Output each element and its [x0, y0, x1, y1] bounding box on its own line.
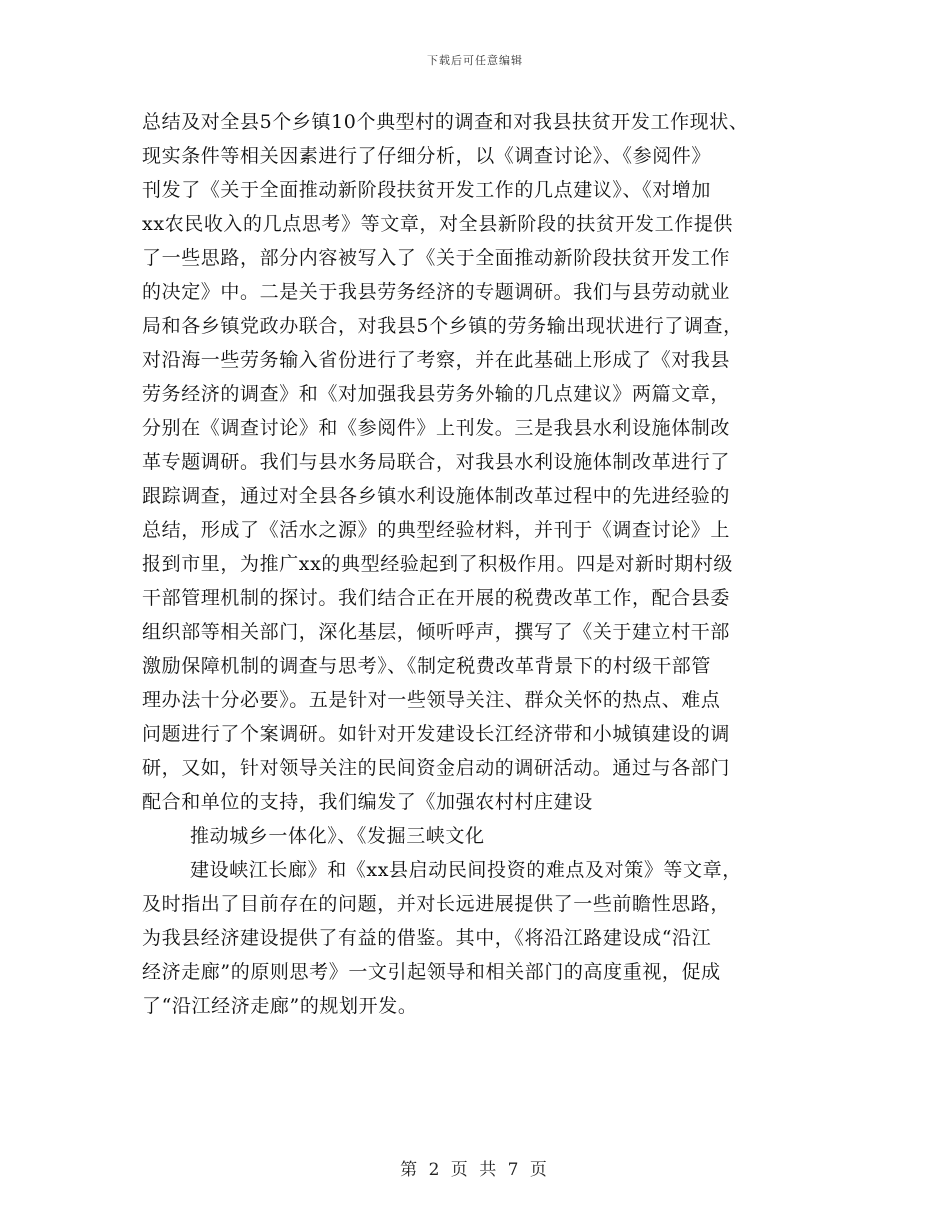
text-line: 的决定》中。二是关于我县劳务经济的专题调研。我们与县劳动就业 [142, 281, 731, 303]
document-body [142, 105, 822, 1023]
text-line: 问题进行了个案调研。如针对开发建设长江经济带和小城镇建设的调 [142, 723, 731, 745]
text-line: 了一些思路，部分内容被写入了《关于全面推动新阶段扶贫开发工作 [142, 247, 731, 269]
text-line: 干部管理机制的探讨。我们结合正在开展的税费改革工作，配合县委 [142, 587, 731, 609]
text-line: 组织部等相关部门，深化基层，倾听呼声，撰写了《关于建立村干部 [142, 621, 731, 643]
text-line: 刊发了《关于全面推动新阶段扶贫开发工作的几点建议》、《对增加 [142, 179, 712, 201]
text-line: 激励保障机制的调查与思考》、《制定税费改革背景下的村级干部管 [142, 655, 712, 677]
text-line: 劳务经济的调查》和《对加强我县劳务外输的几点建议》两篇文章， [142, 383, 731, 405]
text-line: 理办法十分必要》。五是针对一些领导关注、群众关怀的热点、难点 [142, 689, 721, 711]
text-line: 分别在《调查讨论》和《参阅件》上刊发。三是我县水利设施体制改 [142, 417, 731, 439]
text-line: 研，又如，针对领导关注的民间资金启动的调研活动。通过与各部门 [142, 757, 731, 779]
text-line-indented: 推动城乡一体化》、《发掘三峡文化 [190, 825, 485, 847]
page-header-note: 下载后可任意编辑 [427, 54, 523, 67]
text-line: 配合和单位的支持，我们编发了《加强农村村庄建设 [142, 791, 593, 813]
text-line: 总结，形成了《活水之源》的典型经验材料，并刊于《调查讨论》上 [142, 519, 731, 541]
text-line: 现实条件等相关因素进行了仔细分析，以《调查讨论》、《参阅件》 [142, 145, 712, 167]
text-line: 经济走廊”的原则思考》一文引起领导和相关部门的高度重视，促成 [142, 961, 721, 983]
text-line: 为我县经济建设提供了有益的借鉴。其中，《将沿江路建设成“沿江 [142, 927, 712, 949]
text-line: 跟踪调查，通过对全县各乡镇水利设施体制改革过程中的先进经验的 [142, 485, 731, 507]
text-line: 对沿海一些劳务输入省份进行了考察，并在此基础上形成了《对我县 [142, 349, 731, 371]
text-line: 及时指出了目前存在的问题，并对长远进展提供了一些前瞻性思路， [142, 893, 731, 915]
text-line: 了“沿江经济走廊”的规划开发。 [142, 995, 418, 1017]
text-line: 革专题调研。我们与县水务局联合，对我县水利设施体制改革进行了 [142, 451, 731, 473]
text-line: xx农民收入的几点思考》等文章，对全县新阶段的扶贫开发工作提供 [142, 213, 734, 235]
text-line: 总结及对全县5个乡镇10个典型村的调查和对我县扶贫开发工作现状、 [142, 111, 749, 133]
text-line-indented: 建设峡江长廊》和《xx县启动民间投资的难点及对策》等文章， [190, 859, 742, 881]
page-number-footer: 第 2 页 共 7 页 [400, 1160, 550, 1180]
text-line: 局和各乡镇党政办联合，对我县5个乡镇的劳务输出现状进行了调查， [142, 315, 743, 337]
text-line: 报到市里，为推广xx的典型经验起到了积极作用。四是对新时期村级 [142, 553, 734, 575]
